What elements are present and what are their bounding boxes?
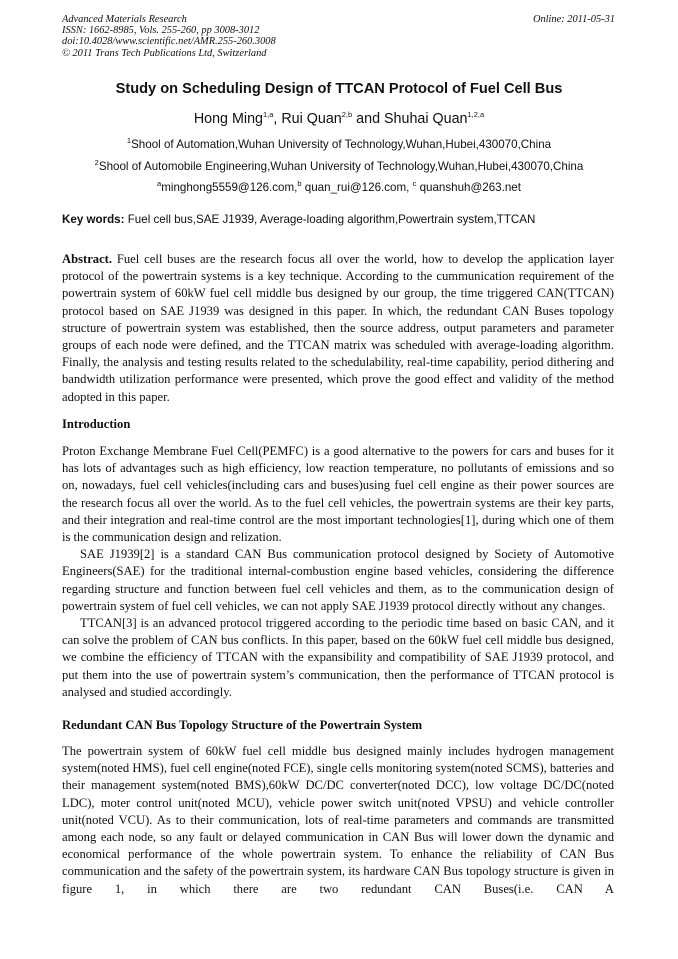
email-superscript: a <box>157 179 162 189</box>
affiliation-superscript: 1 <box>126 136 132 146</box>
abstract-section <box>62 251 614 406</box>
keywords-line <box>62 213 622 226</box>
introduction-paragraph-1: Proton Exchange Membrane Fuel Cell(PEMFC) is a good alternative to the powers for cars and buses for it has lots of advantages such as high efficiency, low reaction temperature, no pollutants of emissions and so on, nowadays, fuel cell vehicles(including cars and buses)using fuel cell engine as their power sources are the research focus all over the world. As to the fuel cell vehicles, the powertrain systems are their key parts, and their integration and real-time control are the most important technologies[1], during which one of them is the communication design and relization. <box>62 444 614 545</box>
author-emails <box>0 181 678 194</box>
email-superscript: b <box>297 179 302 189</box>
author-name: Hong Ming <box>193 111 263 127</box>
introduction-heading: Introduction <box>62 417 131 431</box>
affiliation-text: Shool of Automation,Wuhan University of Technology,Wuhan,Hubei,430070,China <box>131 138 552 151</box>
doi-line: doi:10.4028/www.scientific.net/AMR.255-260.3008 <box>62 36 276 48</box>
author-superscript: 1,2,a <box>467 110 485 120</box>
affiliation-superscript: 2 <box>94 158 99 168</box>
email-text: quan_rui@126.com, <box>301 181 413 194</box>
abstract-text: Fuel cell buses are the research focus all over the world, how to develop the application layer protocol of the powertrain systems is a key technique. According to the cummunication requirement of the powertrain system of 60kW fuel cell middle bus designed by our group, the time triggered CAN(TTCAN) protocol based on SAE J1939 was designed in this paper. In which, the redundant CAN Buses topology structure of powertrain system was established, then the source address, output parameters and parameter groups of each node were defined, and the TTCAN matrix was scheduled with average-loading algorithm. Finally, the analysis and testing results related to the schedulability, real-time capability, period dithering and bandwidth utilization performance were presented, which prove the good effect and validity of the method adopted in this paper. <box>62 252 614 404</box>
redundant-can-section <box>62 743 614 898</box>
author-list <box>0 111 678 127</box>
affiliation-2 <box>0 160 678 173</box>
author-name: Rui Quan <box>281 111 342 127</box>
author-superscript: 2,b <box>341 110 353 120</box>
copyright-line: © 2011 Trans Tech Publications Ltd, Switzerland <box>62 47 267 59</box>
author-separator: and <box>352 111 385 127</box>
keywords-label: Key words: <box>62 213 125 226</box>
introduction-paragraph-2: SAE J1939[2] is a standard CAN Bus communication protocol designed by Society of Automotive Engineers(SAE) for the traditional internal-combustion engine based vehicles, considering the difference regarding structure and function between fuel cell vehicles and them, as to the communication design of powertrain system of fuel cell vehicles, we can not apply SAE J1939 protocol directly without any changes. <box>62 547 614 613</box>
introduction-section <box>62 443 614 701</box>
keywords-text: Fuel cell bus,SAE J1939, Average-loading algorithm,Powertrain system,TTCAN <box>124 213 536 226</box>
redundant-can-paragraph-1: The powertrain system of 60kW fuel cell middle bus designed mainly includes hydrogen management system(noted HMS), fuel cell engine(noted FCE), single cells monitoring system(noted SCMS), batteries and their management system(noted BMS),60kW DC/DC converter(noted DCC), low voltage DC/DC(noted LDC), moter control unit(noted MCU), vehicle power switch unit(noted VPSU) and vehicle controller unit(noted VCU). As to their communication, lots of real-time parameters and commands are transmitted among each node, so any fault or delayed communication in CAN Bus will lower down the dynamic and economical performance of the whole powertrain system. To enhance the reliability of CAN Bus communication and the safety of the powertrain system, its hardware CAN Bus topology structure is given in figure 1, in which there are two redundant CAN Buses(i.e. CAN A <box>62 744 614 896</box>
abstract-label: Abstract. <box>62 252 113 266</box>
abstract-paragraph <box>62 251 614 406</box>
email-superscript: c <box>412 179 417 189</box>
journal-name: Advanced Materials Research <box>62 14 187 25</box>
journal-meta <box>62 14 276 59</box>
email-text: minghong5559@126.com, <box>161 181 298 194</box>
online-date: Online: 2011-05-31 <box>532 14 615 25</box>
redundant-can-heading: Redundant CAN Bus Topology Structure of the Powertrain System <box>62 718 423 732</box>
affiliation-text: Shool of Automobile Engineering,Wuhan University of Technology,Wuhan,Hubei,430070,China <box>98 160 584 173</box>
author-superscript: 1,a <box>262 110 274 120</box>
email-text: quanshuh@263.net <box>416 181 521 194</box>
issn-line: ISSN: 1662-8985, Vols. 255-260, pp 3008-3012 <box>62 25 260 37</box>
affiliation-1 <box>0 138 678 151</box>
author-name: Shuhai Quan <box>384 111 468 127</box>
paper-title: Study on Scheduling Design of TTCAN Protocol of Fuel Cell Bus <box>115 81 563 97</box>
author-separator: , <box>273 111 282 127</box>
introduction-paragraph-3: TTCAN[3] is an advanced protocol triggered according to the periodic time based on basic CAN, and it can solve the problem of CAN bus conflicts. In this paper, based on the 60kW fuel cell middle bus designed, we combine the efficiency of TTCAN with the expansibility and compatibility of SAE J1939 protocol, and put them into the use of powertrain system’s communication, then the performance of TTCAN protocol is analysed and studied accordingly. <box>62 616 614 699</box>
